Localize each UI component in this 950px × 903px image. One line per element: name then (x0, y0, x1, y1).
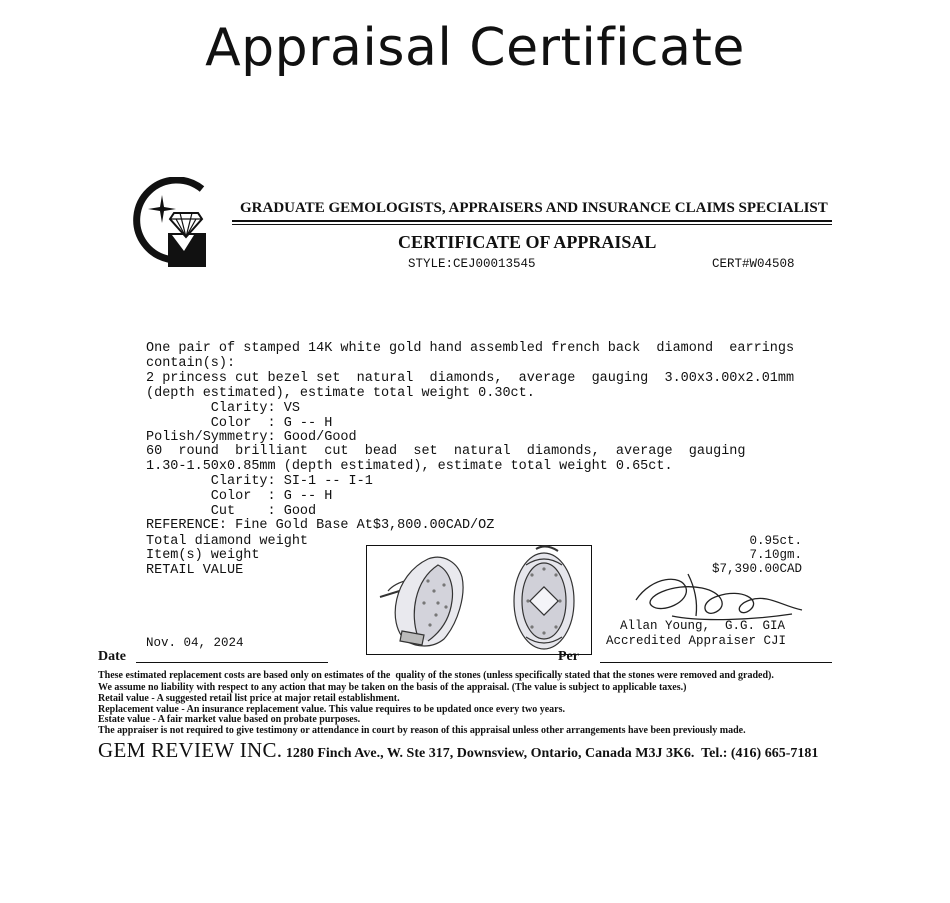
date-label: Date (98, 649, 126, 664)
certificate-title: CERTIFICATE OF APPRAISAL (398, 232, 657, 252)
summary-value: 7.10gm. (749, 548, 802, 562)
summary-label: Total diamond weight (146, 534, 309, 549)
gem-logo-icon (124, 177, 210, 269)
style-number: STYLE:CEJ00013545 (408, 257, 536, 271)
earring-photo (366, 545, 592, 655)
header-tagline: GRADUATE GEMOLOGISTS, APPRAISERS AND INSURANCE CLAIMS SPECIALIST (240, 200, 828, 216)
date-value: Nov. 04, 2024 (146, 636, 244, 650)
description-line: Cut : Good (146, 504, 317, 519)
company-address: 1280 Finch Ave., W. Ste 317, Downsview, Ontario, Canada M3J 3K6. Tel.: (416) 665-7181 (285, 746, 819, 761)
per-rule (600, 662, 832, 663)
summary-label: RETAIL VALUE (146, 563, 244, 578)
appraiser-name: Allan Young, G.G. GIA (620, 619, 786, 633)
summary-label: Item(s) weight (146, 548, 260, 563)
disclaimer-line: The appraiser is not required to give testimony or attendance in court by reason of this appraisal unless other arrangements have been previously made. (98, 725, 746, 736)
disclaimer-line: These estimated replacement costs are based only on estimates of the quality of the stones (unless specifically stated that the stones were removed and graded). (98, 670, 774, 681)
signature (632, 566, 812, 626)
description-line: 60 round brilliant cut bead set natural diamonds, average gauging (146, 444, 746, 459)
summary-value: 0.95ct. (749, 534, 802, 548)
description-line: One pair of stamped 14K white gold hand assembled french back diamond earrings (146, 341, 795, 356)
page-title: Appraisal Certificate (205, 18, 745, 78)
disclaimer-line: We assume no liability with respect to any action that may be taken on the basis of the appraisal. (The value is subject to applicable taxes.) (98, 682, 687, 693)
description-line: Clarity: VS (146, 401, 300, 416)
description-line: contain(s): (146, 356, 236, 371)
per-label: Per (558, 649, 579, 664)
date-rule (136, 662, 328, 663)
reference-line: REFERENCE: Fine Gold Base At$3,800.00CAD/OZ (146, 518, 495, 533)
header-rule-thin (232, 224, 832, 225)
disclaimer-line: Estate value - A fair market value based on probate purposes. (98, 714, 361, 725)
company-footer (98, 738, 818, 763)
description-line: 1.30-1.50x0.85mm (depth estimated), estimate total weight 0.65ct. (146, 459, 673, 474)
cert-number: CERT#W04508 (712, 257, 795, 271)
description-line: 2 princess cut bezel set natural diamonds, average gauging 3.00x3.00x2.01mm (146, 371, 795, 386)
description-line: Color : G -- H (146, 416, 333, 431)
summary-value: $7,390.00CAD (711, 562, 802, 576)
description-line: Color : G -- H (146, 489, 333, 504)
description-line: Polish/Symmetry: Good/Good (146, 430, 357, 445)
description-line: Clarity: SI-1 -- I-1 (146, 474, 373, 489)
company-name: GEM REVIEW INC. (98, 738, 283, 762)
disclaimer-line: Retail value - A suggested retail list price at major retail establishment. (98, 693, 400, 704)
header-rule (232, 220, 832, 222)
appraiser-title: Accredited Appraiser CJI (606, 634, 787, 648)
description-line: (depth estimated), estimate total weight 0.30ct. (146, 386, 535, 401)
disclaimer-line: Replacement value - An insurance replacement value. This value requires to be updated once every two years. (98, 704, 566, 715)
